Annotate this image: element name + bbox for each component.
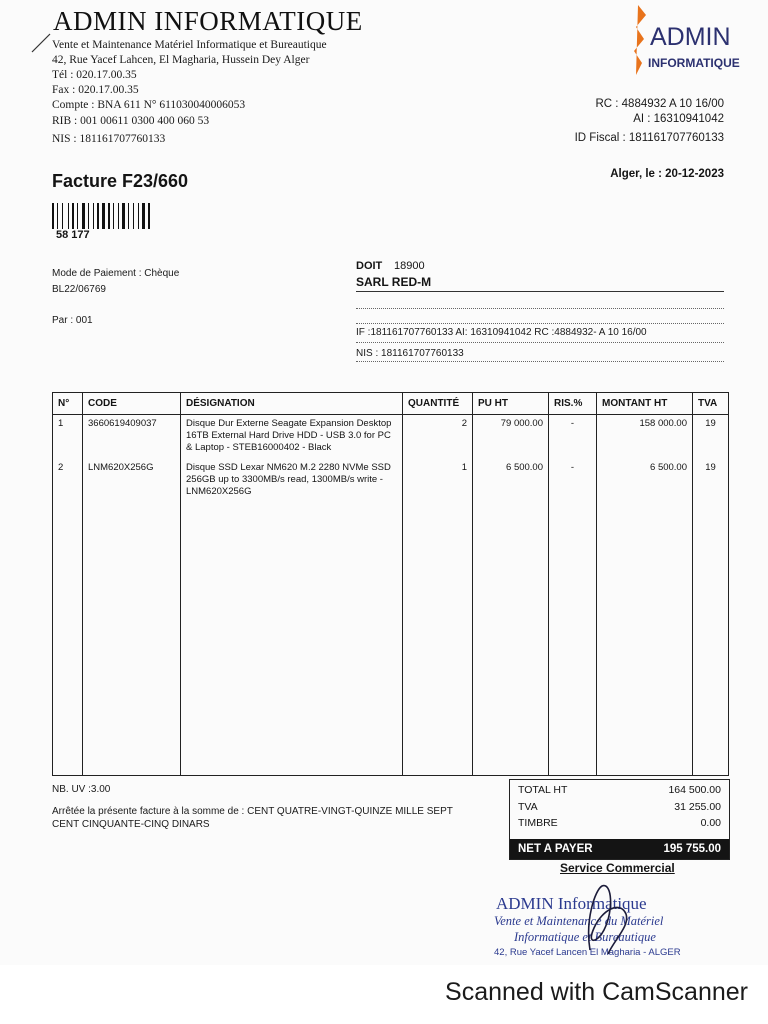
row-tva: 19 (693, 459, 729, 503)
dotted-rule (356, 323, 724, 324)
row-montant-ht: 6 500.00 (597, 459, 693, 503)
logo-admin-text: ADMIN (650, 23, 731, 51)
total-ht-row (518, 784, 721, 796)
invoice-title: Facture F23/660 (52, 171, 189, 191)
row-pu-ht: 6 500.00 (473, 459, 549, 503)
barcode-bar (138, 203, 139, 229)
barcode-bar (102, 203, 105, 229)
header-quantity: QUANTITÉ (403, 393, 473, 415)
handwritten-signature (490, 880, 710, 960)
timbre-row (518, 817, 721, 829)
company-tel: Tél : 020.17.00.35 (52, 69, 137, 81)
header-ris: RIS.% (549, 393, 597, 415)
stamp-line3: Informatique et Bureautique (514, 930, 656, 944)
payment-mode: Mode de Paiement : Chèque (52, 268, 180, 279)
total-ht-value: 164 500.00 (668, 784, 721, 796)
net-a-payer-bar (510, 839, 729, 859)
row-designation: Disque Dur Externe Seagate Expansion Desktop 16TB External Hard Drive HDD - USB 3.0 for PC & Laptop - STEB16000402 - Black (181, 415, 403, 460)
barcode-number: 58 177 (56, 229, 90, 241)
net-a-payer-label: NET A PAYER (518, 843, 593, 855)
items-table (52, 392, 729, 776)
barcode-bar (77, 203, 78, 229)
barcode (52, 203, 172, 229)
barcode-bar (68, 203, 69, 229)
totals-box (509, 779, 730, 860)
company-address: 42, Rue Yacef Lahcen, El Magharia, Hussein Dey Alger (52, 54, 310, 66)
barcode-bar (133, 203, 134, 229)
barcode-bar (62, 203, 63, 229)
service-commercial: Service Commercial (560, 861, 675, 875)
company-fax: Fax : 020.17.00.35 (52, 84, 139, 96)
total-ht-label: TOTAL HT (518, 784, 568, 796)
client-name-rule (356, 291, 724, 292)
row-quantity: 1 (403, 459, 473, 503)
barcode-bar (93, 203, 94, 229)
tva-label: TVA (518, 801, 538, 813)
header-montant-ht: MONTANT HT (597, 393, 693, 415)
dotted-rule (356, 342, 724, 343)
row-code: 3660619409037 (83, 415, 181, 460)
row-quantity: 2 (403, 415, 473, 460)
row-designation: Disque SSD Lexar NM620 M.2 2280 NVMe SSD 256GB up to 3300MB/s read, 1300MB/s write - LNM620X256G (181, 459, 403, 503)
net-a-payer-value: 195 755.00 (663, 843, 721, 855)
bl-reference: BL22/06769 (52, 284, 106, 295)
stamp-line4: 42, Rue Yacef Lancen El Magharia - ALGER (494, 947, 681, 958)
client-fiscal-ids: IF :181161707760133 AI: 16310941042 RC :4884932- A 10 16/00 (356, 327, 647, 338)
tva-row (518, 801, 721, 813)
table-row (53, 415, 729, 460)
barcode-bar (128, 203, 129, 229)
stamp-line1: ADMIN Informatique (496, 894, 647, 913)
row-number: 2 (53, 459, 83, 503)
barcode-bar (148, 203, 150, 229)
header-designation: DÉSIGNATION (181, 393, 403, 415)
barcode-bar (113, 203, 114, 229)
stamp-line2: Vente et Maintenance du Matériel (494, 914, 664, 928)
row-pu-ht: 79 000.00 (473, 415, 549, 460)
table-header-row (53, 393, 729, 415)
barcode-bar (52, 203, 54, 229)
dotted-rule (356, 361, 724, 362)
amount-in-words-line1: Arrêtée la présente facture à la somme de : CENT QUATRE-VINGT-QUINZE MILLE SEPT (52, 806, 453, 817)
tva-value: 31 255.00 (674, 801, 721, 813)
barcode-bar (122, 203, 125, 229)
company-compte: Compte : BNA 611 N° 611030040006053 (52, 99, 246, 111)
table-row (53, 459, 729, 503)
barcode-bar (118, 203, 119, 229)
header-tva: TVA (693, 393, 729, 415)
par-reference: Par : 001 (52, 315, 93, 326)
dotted-rule (356, 308, 724, 309)
barcode-bar (108, 203, 110, 229)
header-pu-ht: PU HT (473, 393, 549, 415)
header-n: N° (53, 393, 83, 415)
row-tva: 19 (693, 415, 729, 460)
row-montant-ht: 158 000.00 (597, 415, 693, 460)
doit-label: DOIT (356, 260, 383, 272)
row-code: LNM620X256G (83, 459, 181, 503)
barcode-bar (97, 203, 99, 229)
barcode-bar (142, 203, 145, 229)
row-ris: - (549, 415, 597, 460)
header-code: CODE (83, 393, 181, 415)
timbre-label: TIMBRE (518, 817, 558, 829)
client-nis: NIS : 181161707760133 (356, 348, 464, 359)
company-name: ADMIN INFORMATIQUE (53, 6, 363, 36)
logo-informatique-text: INFORMATIQUE (648, 56, 740, 70)
company-ai: AI : 16310941042 (633, 113, 724, 125)
row-ris: - (549, 459, 597, 503)
company-rc: RC : 4884932 A 10 16/00 (595, 98, 724, 110)
company-logo (630, 5, 740, 77)
company-nis: NIS : 181161707760133 (52, 133, 166, 145)
company-tagline: Vente et Maintenance Matériel Informatique et Bureautique (52, 39, 327, 51)
company-rib: RIB : 001 00611 0300 400 060 53 (52, 115, 210, 127)
amount-in-words-line2: CENT CINQUANTE-CINQ DINARS (52, 819, 210, 830)
scanner-watermark-text: Scanned with CamScanner (445, 978, 748, 1006)
timbre-value: 0.00 (700, 817, 721, 829)
table-filler-row (53, 503, 729, 776)
scanner-watermark (0, 978, 768, 1007)
doit-number: 18900 (394, 260, 425, 272)
row-number: 1 (53, 415, 83, 460)
barcode-bar (82, 203, 85, 229)
company-stamp (490, 880, 710, 960)
nb-uv: NB. UV :3.00 (52, 784, 111, 795)
barcode-bar (72, 203, 74, 229)
client-name: SARL RED-M (356, 275, 432, 289)
invoice-date: Alger, le : 20-12-2023 (610, 168, 724, 180)
signature-mark (30, 30, 54, 54)
company-id-fiscal: ID Fiscal : 181161707760133 (574, 132, 724, 144)
barcode-bar (88, 203, 89, 229)
barcode-bar (57, 203, 58, 229)
